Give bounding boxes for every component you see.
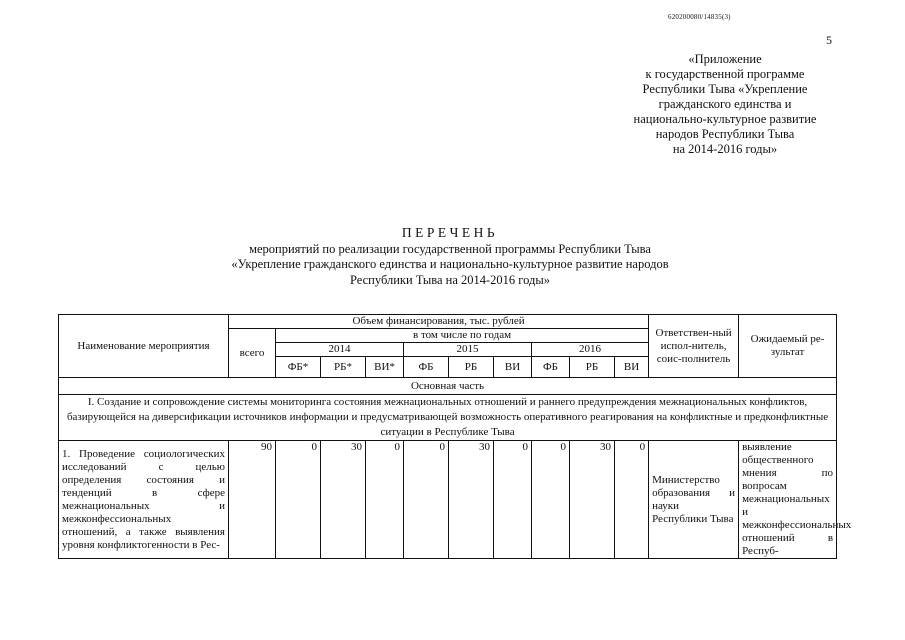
section-title: Основная часть [59, 378, 837, 395]
appendix-note [600, 52, 850, 157]
header-name: Наименование мероприятия [59, 315, 229, 378]
header-funding: Объем финансирования, тыс. рублей [229, 315, 649, 329]
header-responsible: Ответствен-ный испол-нитель, соис-полнитель [649, 315, 739, 378]
appendix-line: «Приложение [688, 52, 762, 66]
value-cell: 0 [615, 441, 649, 559]
appendix-line: гражданского единства и [658, 97, 792, 111]
header-result: Ожидаемый ре-зультат [739, 315, 837, 378]
value-cell: 30 [570, 441, 615, 559]
appendix-line: к государственной программе [645, 67, 805, 81]
header-year-2014: 2014 [276, 343, 404, 357]
header-year-2015: 2015 [404, 343, 532, 357]
header-fund: ВИ* [366, 357, 404, 378]
appendix-line: на 2014-2016 годы» [672, 142, 778, 156]
appendix-line: национально-культурное развитие [633, 112, 817, 126]
header-fund: РБ [570, 357, 615, 378]
header-by-years: в том числе по годам [276, 329, 649, 343]
appendix-line: народов Республики Тыва [655, 127, 795, 141]
value-cell: 0 [366, 441, 404, 559]
document-title [150, 225, 750, 288]
header-fund: ФБ* [276, 357, 321, 378]
header-fund: ФБ [532, 357, 570, 378]
measures-table [58, 314, 852, 559]
responsible-executor: Министерство образования и науки Республики Тыва [649, 441, 739, 559]
measure-name: 1. Проведение социологических исследований с целью определения состояния и тенденций в сфере межнациональных и межконфессиональных отношений, а также выявления уровня конфликтогенности в Рес- [59, 441, 229, 559]
value-total: 90 [229, 441, 276, 559]
header-fund: РБ [449, 357, 494, 378]
value-cell: 0 [494, 441, 532, 559]
document-number: 620200080/14835(3) [668, 13, 731, 21]
title-line: мероприятий по реализации государственной программы Республики Тыва [249, 241, 651, 256]
header-fund: ФБ [404, 357, 449, 378]
header-total: всего [229, 329, 276, 378]
title-heading: ПЕРЕЧЕНЬ [401, 225, 499, 240]
value-cell: 0 [276, 441, 321, 559]
value-cell: 0 [404, 441, 449, 559]
header-fund: РБ* [321, 357, 366, 378]
title-line: Республики Тыва на 2014-2016 годы» [349, 272, 551, 287]
value-cell: 30 [321, 441, 366, 559]
value-cell: 0 [532, 441, 570, 559]
table-row [59, 441, 837, 559]
header-fund: ВИ [615, 357, 649, 378]
page-number: 5 [826, 33, 832, 47]
appendix-line: Республики Тыва «Укрепление [642, 82, 808, 96]
subsection-title: I. Создание и сопровождение системы мониторинга состояния межнациональных отношений и раннего предупреждения межнациональных конфликтов, базирующейся на диверсификации источников информации и предусматривающей возможность оперативного реагирования на конфликтные и предконфликтные ситуации в Республике Тыва [59, 395, 837, 441]
expected-result: выявление общественного мнения по вопросам межнациональных и межконфессиональных отношений в Респуб- [739, 441, 837, 559]
header-fund: ВИ [494, 357, 532, 378]
header-year-2016: 2016 [532, 343, 649, 357]
title-line: «Укрепление гражданского единства и национально-культурное развитие народов [231, 257, 669, 271]
value-cell: 30 [449, 441, 494, 559]
